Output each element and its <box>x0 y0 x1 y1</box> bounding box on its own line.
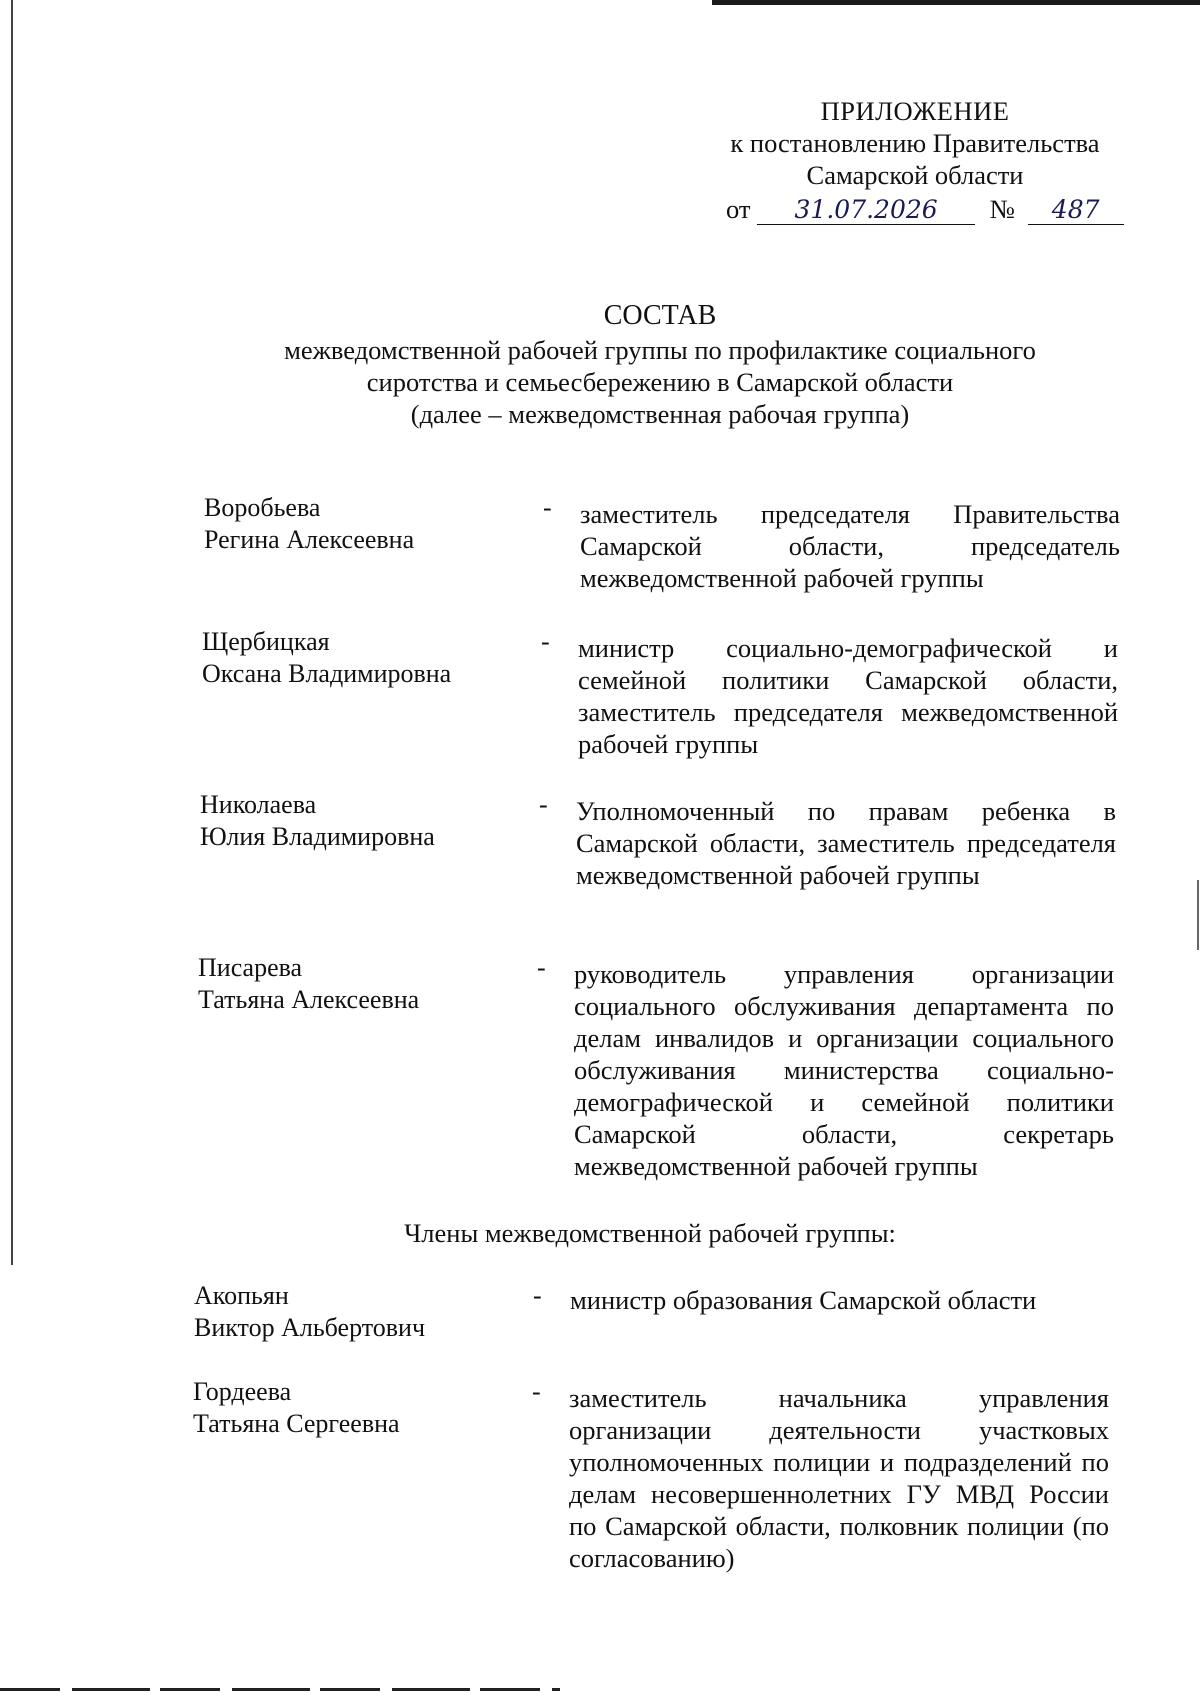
member-name <box>200 789 530 853</box>
member-name <box>204 492 534 556</box>
member-surname: Гордеева <box>193 1377 292 1406</box>
heading-title: СОСТАВ <box>603 300 717 331</box>
member-given-name: Виктор Альбертович <box>194 1313 426 1342</box>
member-role: руководитель управления организации социального обслуживания департамента по делам инвалидов и организации социального обслуживания министерства социально-демографической и семейной политики Самарской области, секретарь межведомственной рабочей группы <box>574 959 1114 1181</box>
document-heading <box>180 298 1140 430</box>
member-dash: - <box>532 1377 541 1406</box>
date-prefix: от <box>726 194 751 224</box>
member-role: министр социально-демографической и семейной политики Самарской области, заместитель председателя межведомственной рабочей группы <box>578 633 1118 759</box>
member-given-name: Татьяна Сергеевна <box>193 1409 400 1438</box>
scan-edge-top <box>712 0 1200 5</box>
member-dash: - <box>537 953 546 982</box>
member-role: министр образования Самарской области <box>570 1285 1037 1315</box>
approval-block <box>700 95 1130 225</box>
member-dash: - <box>539 790 548 819</box>
member-name <box>202 626 532 690</box>
member-name <box>194 1280 524 1344</box>
member-given-name: Татьяна Алексеевна <box>198 985 420 1014</box>
member-surname: Щербицкая <box>202 627 330 656</box>
handwritten-number: 487 <box>1028 196 1124 225</box>
member-dash: - <box>533 1281 542 1310</box>
scan-edge-right <box>1197 880 1199 950</box>
member-name <box>193 1376 523 1440</box>
member-surname: Воробьева <box>204 493 321 522</box>
approval-date-line <box>700 193 1130 225</box>
number-prefix: № <box>989 194 1016 224</box>
member-surname: Акопьян <box>194 1281 289 1310</box>
member-given-name: Оксана Владимировна <box>202 659 452 688</box>
member-given-name: Юлия Владимировна <box>200 822 435 851</box>
approval-line-1: к постановлению Правительства <box>730 128 1100 158</box>
member-given-name: Регина Алексеевна <box>204 525 415 554</box>
member-name <box>198 952 528 1016</box>
approval-title: ПРИЛОЖЕНИЕ <box>820 96 1010 126</box>
heading-line-1: межведомственной рабочей группы по профилактике социального <box>284 335 1036 365</box>
heading-line-2: сиротства и семьесбережению в Самарской области <box>366 367 954 397</box>
approval-line-2: Самарской области <box>806 160 1024 190</box>
member-dash: - <box>543 493 552 522</box>
member-surname: Николаева <box>200 790 317 819</box>
member-role: заместитель начальника управления организации деятельности участковых уполномоченных полиции и подразделений по делам несовершеннолетних ГУ МВД России по Самарской области, полковник полиции (по согласованию) <box>569 1383 1109 1573</box>
heading-line-3: (далее – межведомственная рабочая группа) <box>410 399 910 429</box>
scan-edge-left <box>11 0 13 1265</box>
member-dash: - <box>541 627 550 656</box>
member-role: заместитель председателя Правительства Самарской области, председатель межведомственной рабочей группы <box>580 499 1120 593</box>
member-surname: Писарева <box>198 953 303 982</box>
members-section-title: Члены межведомственной рабочей группы: <box>404 1218 896 1248</box>
handwritten-date: 31.07.2026 <box>757 196 975 225</box>
scan-edge-bottom <box>0 1688 560 1691</box>
member-role: Уполномоченный по правам ребенка в Самарской области, заместитель председателя межведомственной рабочей группы <box>576 796 1116 890</box>
